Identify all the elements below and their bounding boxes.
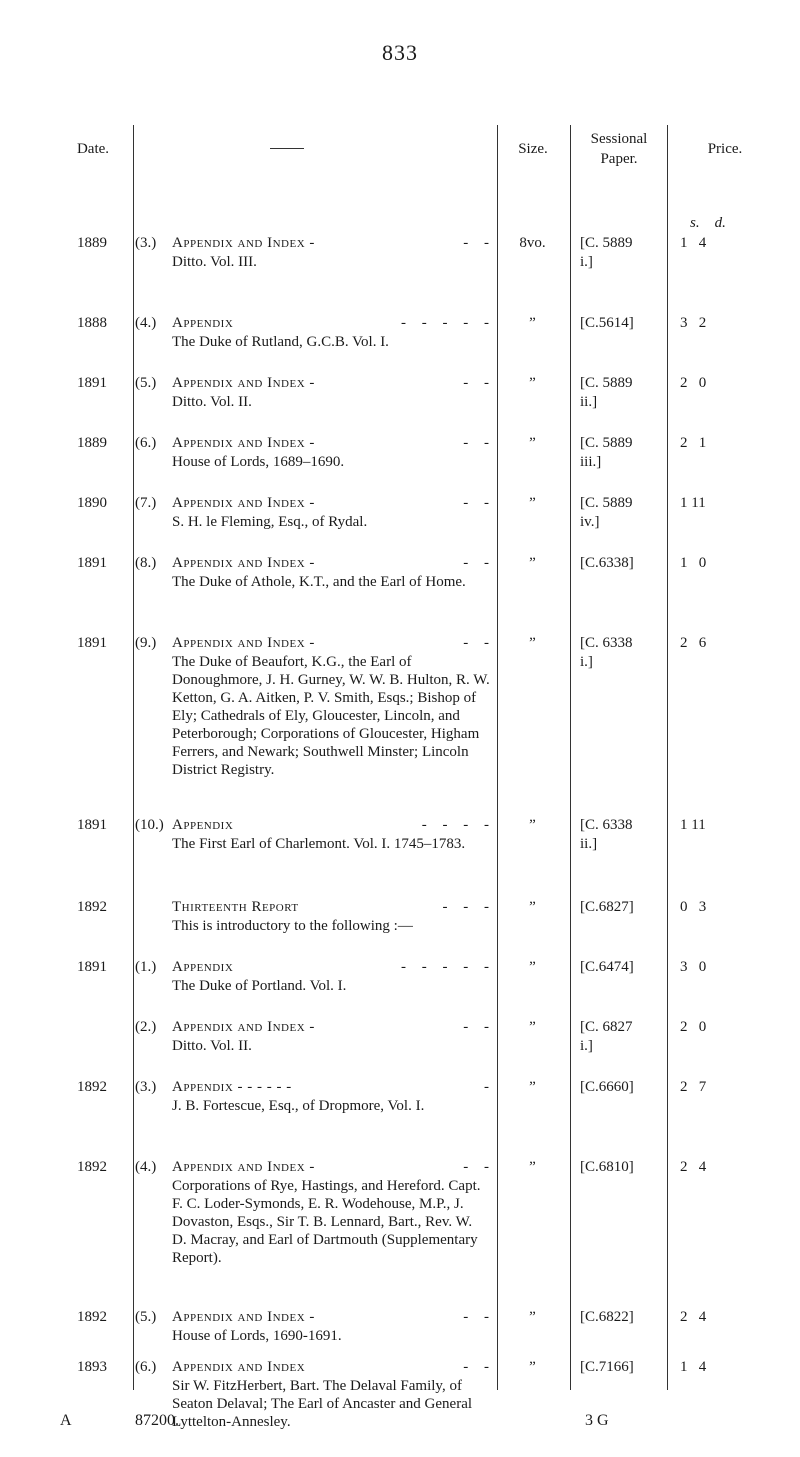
row-leader-dots: - - - -: [421, 817, 495, 833]
row-description: The First Earl of Charlemont. Vol. I. 1745–1783.: [172, 836, 466, 852]
header-price: Price.: [707, 141, 743, 157]
row-title: Appendix: [172, 817, 234, 833]
row-price: 2 0: [680, 375, 707, 391]
row-size: ”: [529, 1309, 536, 1325]
row-leader-dots: - -: [463, 495, 495, 511]
row-number: (7.): [135, 495, 157, 511]
row-title: Appendix and Index -: [172, 635, 315, 651]
header-size: Size.: [518, 141, 548, 157]
footer-letter: A: [60, 1412, 72, 1429]
row-price: 0 3: [680, 899, 707, 915]
row-sessional-paper: iii.]: [580, 454, 602, 470]
row-sessional-paper: [C.6827]: [580, 899, 634, 915]
row-size: ”: [529, 817, 536, 833]
row-date: 1892: [77, 899, 107, 915]
row-sessional-paper: [C.6822]: [580, 1309, 634, 1325]
header-sessional: Sessional: [590, 131, 648, 147]
row-description: J. B. Fortescue, Esq., of Dropmore, Vol. I.: [172, 1098, 425, 1114]
row-price: 3 0: [680, 959, 707, 975]
row-title: Thirteenth Report: [172, 899, 299, 915]
column-rule: [497, 125, 498, 1390]
row-sessional-paper: [C.6810]: [580, 1159, 634, 1175]
row-date: 1890: [77, 495, 107, 511]
row-size: ”: [529, 555, 536, 571]
row-price: 2 6: [680, 635, 707, 651]
row-description: The Duke of Rutland, G.C.B. Vol. I.: [172, 334, 389, 350]
row-price: 1 4: [680, 235, 707, 251]
row-number: (5.): [135, 1309, 157, 1325]
row-number: (6.): [135, 435, 157, 451]
row-number: (5.): [135, 375, 157, 391]
row-price: 2 0: [680, 1019, 707, 1035]
row-number: (6.): [135, 1359, 157, 1375]
row-title: Appendix and Index -: [172, 1159, 315, 1175]
row-date: 1892: [77, 1309, 107, 1325]
row-number: (2.): [135, 1019, 157, 1035]
row-description: S. H. le Fleming, Esq., of Rydal.: [172, 514, 368, 530]
column-rule: [667, 125, 668, 1390]
row-title: Appendix: [172, 959, 234, 975]
row-sessional-paper: iv.]: [580, 514, 600, 530]
row-description: The Duke of Portland. Vol. I.: [172, 978, 347, 994]
row-sessional-paper: [C.6474]: [580, 959, 634, 975]
header-date: Date.: [76, 141, 110, 157]
signature-mark: 3 G: [585, 1412, 609, 1429]
row-size: ”: [529, 1359, 536, 1375]
row-leader-dots: - -: [463, 1309, 495, 1325]
row-price: 1 11: [680, 495, 706, 511]
row-leader-dots: - - -: [442, 899, 495, 915]
row-price: 2 4: [680, 1309, 707, 1325]
row-title: Appendix and Index -: [172, 375, 315, 391]
row-size: ”: [529, 1159, 536, 1175]
row-leader-dots: - -: [463, 1159, 495, 1175]
row-description: House of Lords, 1689–1690.: [172, 454, 345, 470]
row-title: Appendix and Index -: [172, 555, 315, 571]
row-number: (3.): [135, 235, 157, 251]
row-description: The Duke of Athole, K.T., and the Earl of Home.: [172, 574, 466, 590]
row-title: Appendix and Index -: [172, 495, 315, 511]
row-sessional-paper: i.]: [580, 654, 593, 670]
row-date: 1891: [77, 817, 107, 833]
row-size: ”: [529, 435, 536, 451]
page-number: 833: [382, 40, 418, 65]
row-size: ”: [529, 959, 536, 975]
row-size: 8vo.: [519, 235, 546, 251]
row-sessional-paper: ii.]: [580, 394, 598, 410]
row-price: 1 0: [680, 555, 707, 571]
row-leader-dots: - -: [463, 555, 495, 571]
row-number: (10.): [135, 817, 164, 833]
row-date: 1889: [77, 435, 107, 451]
row-price: 2 4: [680, 1159, 707, 1175]
row-sessional-paper: [C.5614]: [580, 315, 634, 331]
row-number: (1.): [135, 959, 157, 975]
row-sessional-paper: [C.6660]: [580, 1079, 634, 1095]
row-size: ”: [529, 495, 536, 511]
row-description: House of Lords, 1690-1691.: [172, 1328, 342, 1344]
row-description: Ditto. Vol. II.: [172, 394, 252, 410]
row-size: ”: [529, 375, 536, 391]
row-date: 1892: [77, 1079, 107, 1095]
row-description: Sir W. FitzHerbert, Bart. The Delaval Family, of Seaton Delaval; The Earl of Ancaster and General Lyttelton-Annesley.: [172, 1378, 473, 1430]
row-sessional-paper: [C. 5889: [580, 495, 633, 511]
row-date: 1893: [77, 1359, 107, 1375]
column-rule: [133, 125, 134, 1390]
row-price: 1 11: [680, 817, 706, 833]
row-number: (4.): [135, 1159, 157, 1175]
row-sessional-paper: [C. 5889: [580, 375, 633, 391]
row-price: 1 4: [680, 1359, 707, 1375]
price-units: s. d.: [690, 215, 726, 231]
row-date: 1891: [77, 959, 107, 975]
header-paper: Paper.: [600, 151, 638, 167]
row-sessional-paper: i.]: [580, 254, 593, 270]
row-title: Appendix and Index -: [172, 1309, 315, 1325]
header-dash: [270, 148, 304, 149]
row-date: 1888: [77, 315, 107, 331]
row-leader-dots: - -: [463, 1359, 495, 1375]
row-leader-dots: - - - - -: [401, 959, 495, 975]
row-description: The Duke of Beaufort, K.G., the Earl of Donoughmore, J. H. Gurney, W. W. B. Hulton, R. W. Ketton, G. A. Aitken, P. V. Smith, Esqs.; Bishop of Ely; Cathedrals of Ely, Gloucester, Lincoln, and Peterborough; Corporations of Gloucester, Higham Ferrers, and Newark; Southwell Minster; Lincoln District Registry.: [172, 654, 490, 778]
row-price: 2 1: [680, 435, 707, 451]
row-description: Corporations of Rye, Hastings, and Hereford. Capt. F. C. Loder-Symonds, E. R. Wodehouse, M.P., J. Dovaston, Esqs., Sir T. B. Lennard, Bart., Rev. W. D. Macray, and Earl of Dartmouth (Supplementary Report).: [172, 1178, 481, 1266]
row-date: 1891: [77, 635, 107, 651]
row-title: Appendix and Index -: [172, 435, 315, 451]
row-leader-dots: - -: [463, 435, 495, 451]
row-leader-dots: - -: [463, 635, 495, 651]
row-sessional-paper: ii.]: [580, 836, 598, 852]
row-description: This is introductory to the following :—: [172, 918, 413, 934]
row-size: ”: [529, 1019, 536, 1035]
row-sessional-paper: [C. 6827: [580, 1019, 633, 1035]
row-size: ”: [529, 899, 536, 915]
row-date: 1891: [77, 375, 107, 391]
row-leader-dots: - -: [463, 235, 495, 251]
row-date: 1889: [77, 235, 107, 251]
row-date: 1892: [77, 1159, 107, 1175]
row-price: 2 7: [680, 1079, 707, 1095]
row-number: (9.): [135, 635, 157, 651]
row-title: Appendix and Index: [172, 1359, 306, 1375]
row-number: (3.): [135, 1079, 157, 1095]
row-leader-dots: - -: [463, 1019, 495, 1035]
row-number: (4.): [135, 315, 157, 331]
column-rule: [570, 125, 571, 1390]
row-sessional-paper: [C. 6338: [580, 635, 633, 651]
row-size: ”: [529, 635, 536, 651]
row-leader-dots: - - - - -: [401, 315, 495, 331]
row-leader-dots: - -: [463, 375, 495, 391]
row-title: Appendix - - - - - -: [172, 1079, 292, 1095]
row-price: 3 2: [680, 315, 707, 331]
row-title: Appendix and Index -: [172, 235, 315, 251]
row-description: Ditto. Vol. II.: [172, 1038, 252, 1054]
row-sessional-paper: [C.6338]: [580, 555, 634, 571]
row-sessional-paper: [C. 6338: [580, 817, 633, 833]
row-sessional-paper: i.]: [580, 1038, 593, 1054]
row-title: Appendix and Index -: [172, 1019, 315, 1035]
row-date: 1891: [77, 555, 107, 571]
row-size: ”: [529, 1079, 536, 1095]
row-title: Appendix: [172, 315, 234, 331]
row-sessional-paper: [C. 5889: [580, 435, 633, 451]
row-number: (8.): [135, 555, 157, 571]
footer-code: 87200.: [135, 1412, 179, 1429]
row-size: ”: [529, 315, 536, 331]
row-sessional-paper: [C. 5889: [580, 235, 633, 251]
row-description: Ditto. Vol. III.: [172, 254, 257, 270]
row-leader-dots: -: [484, 1079, 495, 1095]
row-sessional-paper: [C.7166]: [580, 1359, 634, 1375]
